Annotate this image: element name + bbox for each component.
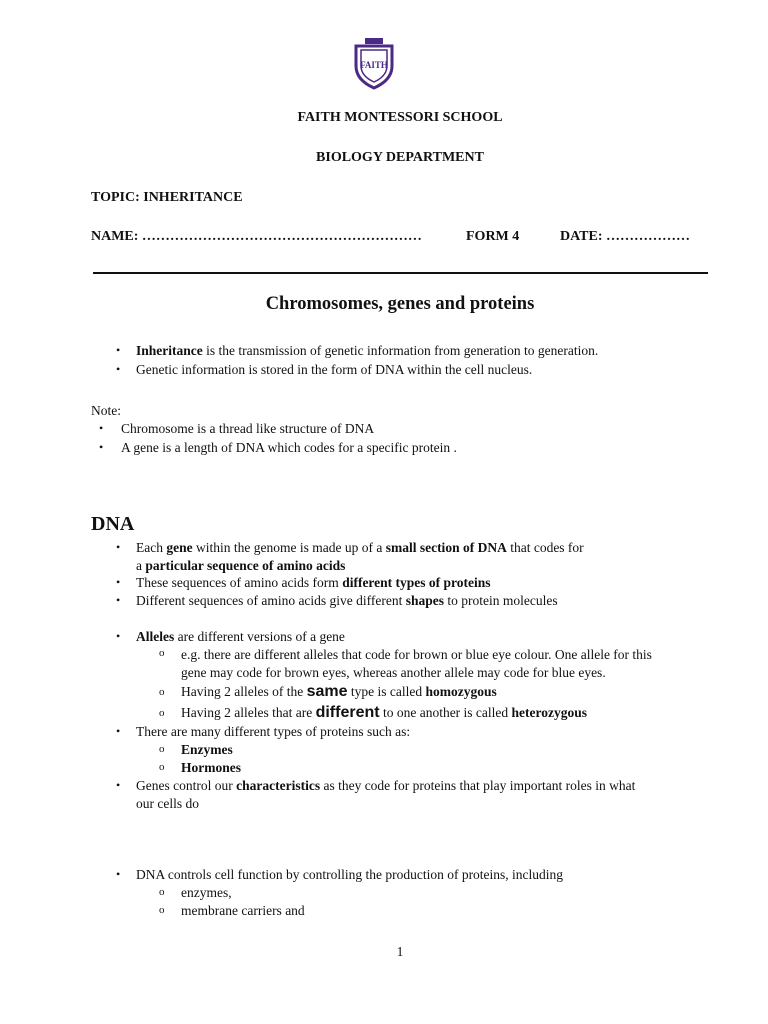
example-line-1: e.g. there are different alleles that code for brown or blue eye colour. One allele for this bbox=[181, 647, 652, 662]
sub-item-membrane-carriers: membrane carriers and bbox=[181, 903, 305, 918]
sub-bullet: o bbox=[159, 686, 165, 698]
genes-control-line-1: Genes control our characteristics as they code for proteins that play important roles in what bbox=[136, 778, 636, 793]
protein-types-line: There are many different types of proteins such as: bbox=[136, 724, 411, 739]
homozygous-line: Having 2 alleles of the same type is called homozygous bbox=[181, 683, 497, 700]
sub-bullet: o bbox=[159, 707, 165, 719]
sub-bullet: o bbox=[159, 647, 165, 659]
department-name: BIOLOGY DEPARTMENT bbox=[316, 150, 484, 165]
bullet: • bbox=[116, 343, 121, 357]
gene-line-2: a particular sequence of amino acids bbox=[136, 558, 346, 573]
gene-line-1: Each gene within the genome is made up of a small section of DNA that codes for bbox=[136, 540, 584, 555]
bullet: • bbox=[116, 540, 121, 554]
bullet: • bbox=[116, 575, 121, 589]
bullet: • bbox=[99, 421, 104, 435]
page-title: Chromosomes, genes and proteins bbox=[265, 294, 535, 314]
note-item: Chromosome is a thread like structure of DNA bbox=[121, 421, 375, 436]
sub-bullet: o bbox=[159, 743, 165, 755]
sub-item-enzymes: enzymes, bbox=[181, 885, 232, 900]
alleles-line: Alleles are different versions of a gene bbox=[136, 629, 345, 644]
sub-bullet: o bbox=[159, 761, 165, 773]
intro-bullet-1: Inheritance is the transmission of genetic information from generation to generation. bbox=[136, 343, 599, 358]
bullet: • bbox=[116, 867, 121, 881]
bullet: • bbox=[116, 362, 121, 376]
bullet: • bbox=[116, 593, 121, 607]
genes-control-line-2: our cells do bbox=[136, 796, 199, 811]
dna-controls-line: DNA controls cell function by controlling the production of proteins, including bbox=[136, 867, 564, 882]
bullet: • bbox=[116, 629, 121, 643]
note-label: Note: bbox=[91, 403, 121, 418]
page-number: 1 bbox=[396, 944, 404, 959]
date-field-line: DATE: ……………… bbox=[560, 229, 691, 244]
school-name: FAITH MONTESSORI SCHOOL bbox=[297, 110, 503, 125]
school-logo bbox=[352, 36, 396, 90]
logo-text: FAITH bbox=[360, 60, 388, 70]
sequence-line: These sequences of amino acids form different types of proteins bbox=[136, 575, 491, 590]
sub-bullet: o bbox=[159, 886, 165, 898]
form-label: FORM 4 bbox=[466, 229, 520, 244]
topic-line: TOPIC: INHERITANCE bbox=[91, 190, 243, 205]
bullet: • bbox=[116, 778, 121, 792]
example-line-2: gene may code for brown eyes, whereas another allele may code for blue eyes. bbox=[181, 665, 606, 680]
sub-bullet: o bbox=[159, 904, 165, 916]
shapes-line: Different sequences of amino acids give different shapes to protein molecules bbox=[136, 593, 558, 608]
bullet: • bbox=[116, 724, 121, 738]
hormones-item: Hormones bbox=[181, 760, 241, 775]
heterozygous-line: Having 2 alleles that are different to one another is called heterozygous bbox=[181, 704, 588, 721]
header-divider bbox=[93, 272, 708, 274]
intro-bullet-2: Genetic information is stored in the form of DNA within the cell nucleus. bbox=[136, 362, 533, 377]
bullet: • bbox=[99, 440, 104, 454]
note-item: A gene is a length of DNA which codes for a specific protein . bbox=[121, 440, 457, 455]
enzymes-item: Enzymes bbox=[181, 742, 233, 757]
dna-heading: DNA bbox=[91, 513, 135, 535]
name-field-line: NAME: …………………………………………………… bbox=[91, 229, 422, 244]
